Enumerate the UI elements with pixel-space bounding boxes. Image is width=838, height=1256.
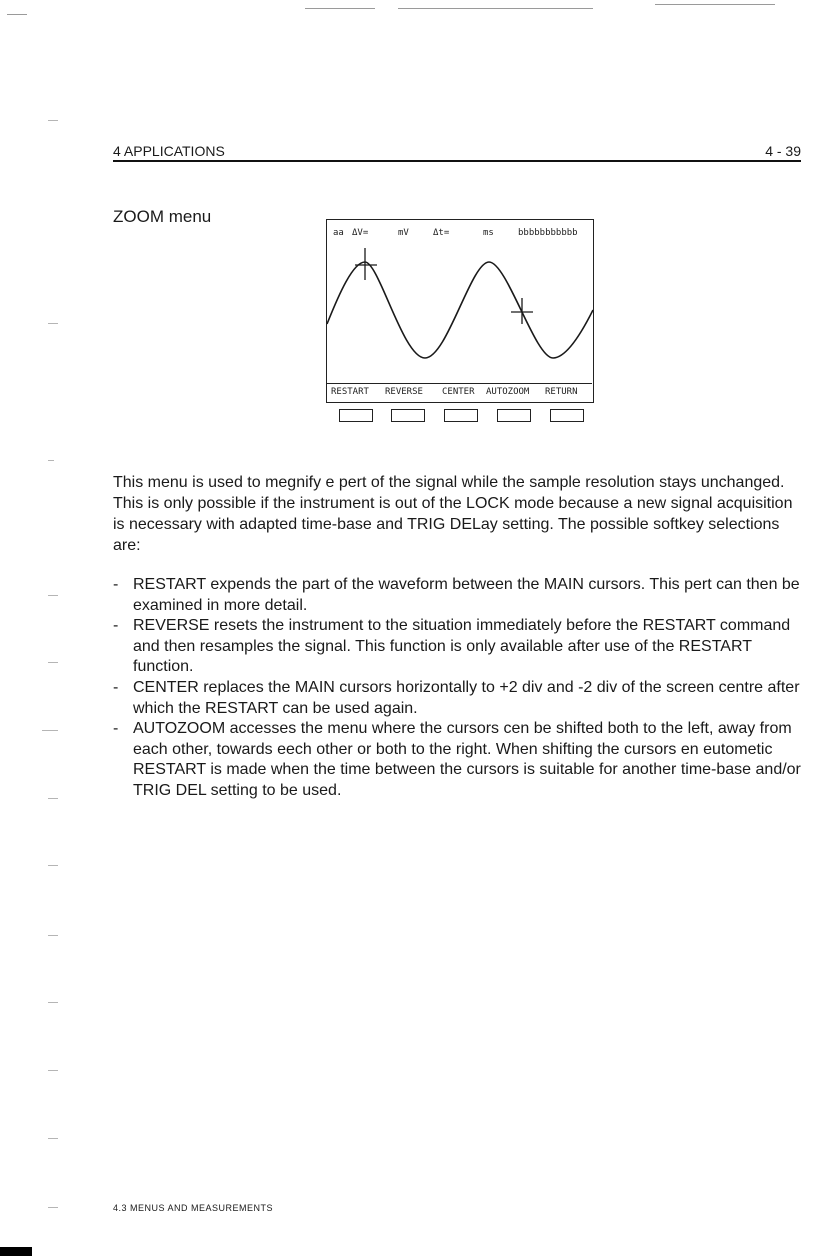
margin-tick <box>48 1002 58 1003</box>
sine-waveform <box>327 262 593 358</box>
readout-value-placeholder: bbbbbbbbbbb <box>518 228 578 238</box>
waveform-plot <box>327 240 593 385</box>
margin-tick <box>48 865 58 866</box>
bullet-text: RESTART expends the part of the waveform between the MAIN cursors. This pert can then be examined in more detail. <box>133 576 800 614</box>
bullet-dash: - <box>113 678 119 696</box>
bullet-text: REVERSE resets the instrument to the situation immediately before the RESTART command and then resamples the signal. This function is only available after use of the RESTART function. <box>133 617 791 676</box>
section-title: ZOOM menu <box>113 207 212 226</box>
margin-tick <box>48 935 58 936</box>
page-number: 4 - 39 <box>765 143 801 159</box>
readout-ms-unit: ms <box>483 228 494 238</box>
softkey-center <box>444 409 478 422</box>
menu-label-reverse: REVERSE <box>385 387 423 397</box>
margin-tick <box>48 1207 58 1208</box>
readout-aa: aa <box>333 228 344 238</box>
bullet-reverse <box>113 616 803 678</box>
scan-corner-mark <box>0 1247 32 1256</box>
menu-label-autozoom: AUTOZOOM <box>486 387 530 397</box>
menu-separator <box>326 383 592 384</box>
margin-tick <box>48 1070 58 1071</box>
bullet-center <box>113 678 803 719</box>
scan-line <box>305 8 375 9</box>
margin-tick <box>48 460 54 461</box>
cursor-2-icon <box>511 298 533 324</box>
scan-line <box>655 4 775 5</box>
readout-delta-t: Δt= <box>433 228 450 238</box>
scan-line <box>7 14 27 15</box>
chapter-title: 4 APPLICATIONS <box>113 143 225 159</box>
margin-tick <box>48 595 58 596</box>
readout-delta-v: ΔV= <box>352 228 369 238</box>
page-header <box>113 143 801 163</box>
softkey-autozoom <box>497 409 531 422</box>
margin-tick <box>48 662 58 663</box>
softkey-description-list <box>113 575 803 802</box>
scan-line <box>398 8 593 9</box>
margin-tick <box>42 730 58 731</box>
margin-tick <box>48 120 58 121</box>
page-footer: 4.3 MENUS AND MEASUREMENTS <box>113 1203 274 1213</box>
bullet-autozoom <box>113 719 803 801</box>
menu-label-restart: RESTART <box>331 387 369 397</box>
bullet-text: AUTOZOOM accesses the menu where the cursors cen be shifted both to the left, away from each other, towards eech other or both to the right. When shifting the cursors en eutometic RESTART is made when the time between the cursors is suitable for another time-base and/or TRIG DEL setting to be used. <box>133 720 801 799</box>
bullet-dash: - <box>113 617 119 635</box>
header-rule <box>113 160 801 162</box>
bullet-text: CENTER replaces the MAIN cursors horizontally to +2 div and -2 div of the screen centre after which the RESTART can be used again. <box>133 678 800 717</box>
menu-label-center: CENTER <box>442 387 475 397</box>
margin-tick <box>48 798 58 799</box>
bullet-dash: - <box>113 576 119 593</box>
margin-tick <box>48 323 58 324</box>
intro-paragraph: This menu is used to megnify e pert of the signal while the sample resolution stays unchanged. This is only possible if the instrument is out of the LOCK mode because a new signal acquisition is necessary with adapted time-base and TRIG DELay setting. The possible softkey selections are: <box>113 474 793 554</box>
readout-mv-unit: mV <box>398 228 409 238</box>
bullet-dash: - <box>113 720 119 738</box>
softkey-reverse <box>391 409 425 422</box>
softkey-restart <box>339 409 373 422</box>
bullet-restart <box>113 575 803 616</box>
margin-tick <box>48 1138 58 1139</box>
softkey-return <box>550 409 584 422</box>
menu-label-return: RETURN <box>545 387 578 397</box>
